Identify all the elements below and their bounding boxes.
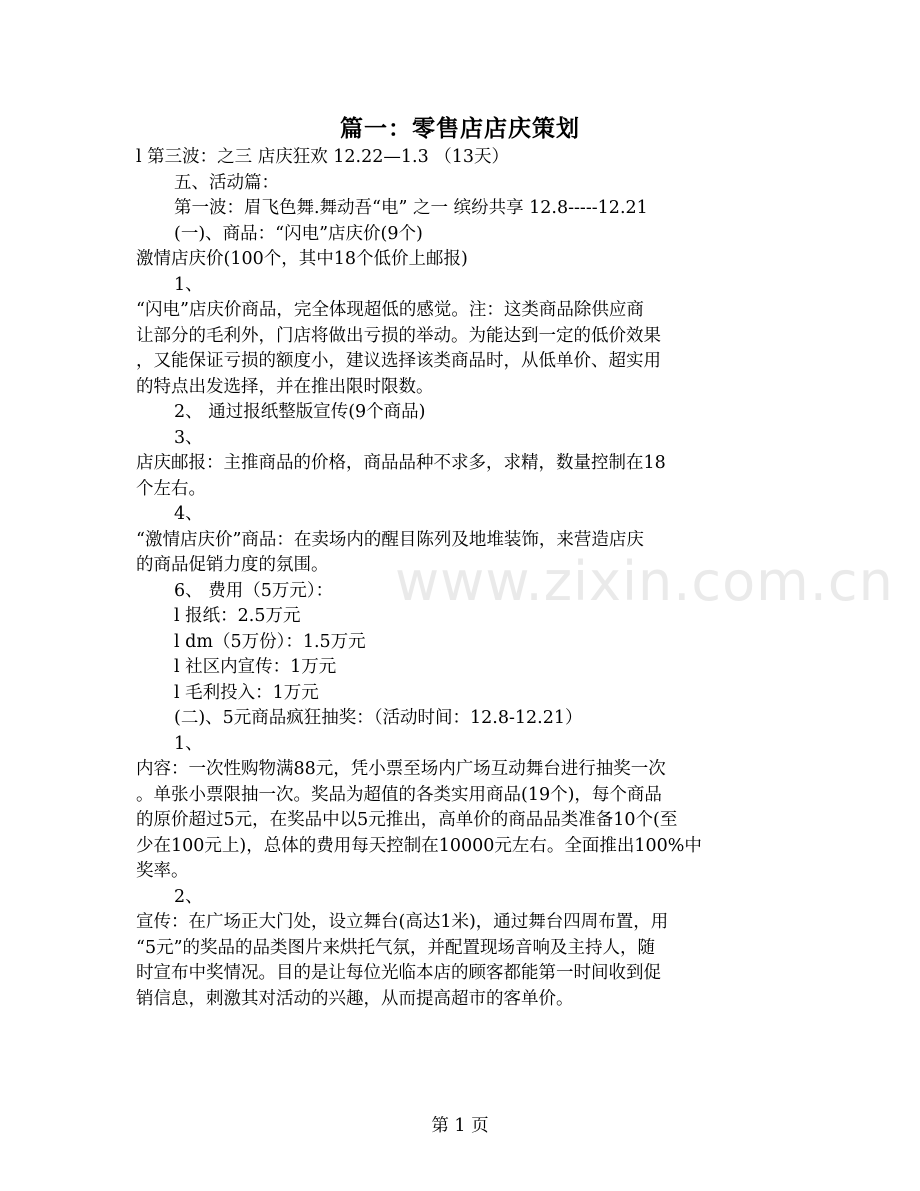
text-line: 个左右。 (136, 478, 206, 499)
document-body (136, 145, 786, 1012)
text-line: 五、活动篇： (174, 172, 279, 193)
text-line: 6、 费用（5万元）： (174, 580, 334, 601)
text-line: 少在100元上)，总体的费用每天控制在10000元左右。全面推出100%中 (136, 835, 702, 856)
page-footer: 第 1 页 (431, 1116, 489, 1136)
text-line: 的商品促销力度的氛围。 (136, 555, 329, 575)
text-line: 店庆邮报：主推商品的价格，商品品种不求多，求精，数量控制在18 (136, 453, 666, 473)
text-line: l dm（5万份）：1.5万元 (174, 631, 366, 652)
text-line: 2、 通过报纸整版宣传(9个商品) (174, 402, 426, 422)
text-line: ，又能保证亏损的额度小，建议选择该类商品时，从低单价、超实用 (136, 351, 661, 371)
text-line: l 毛利投入：1万元 (174, 682, 319, 703)
text-line: 。单张小票限抽一次。奖品为超值的各类实用商品(19个)，每个商品 (136, 784, 662, 805)
text-line: “5元”的奖品的品类图片来烘托气氛，并配置现场音响及主持人，随 (136, 937, 656, 958)
text-line: 第一波：眉飞色舞.舞动吾“电” 之一 缤纷共享 12.8-----12.21 (174, 198, 648, 218)
text-line: “闪电”店庆价商品，完全体现超低的感觉。注：这类商品除供应商 (136, 300, 644, 320)
text-line: 4、 (174, 504, 203, 524)
text-line: 内容：一次性购物满88元，凭小票至场内广场互动舞台进行抽奖一次 (136, 759, 666, 779)
watermark: www.zixin.com.cn (395, 550, 894, 613)
text-line: 奖率。 (136, 861, 189, 881)
text-line: 激情店庆价(100个，其中18个低价上邮报) (136, 249, 468, 269)
text-line: 2、 (174, 886, 203, 907)
text-line: 3、 (174, 427, 203, 448)
text-line: 1、 (174, 733, 203, 754)
text-line: 时宣布中奖情况。目的是让每位光临本店的顾客都能第一时间收到促 (136, 963, 661, 983)
text-line: l 报纸：2.5万元 (174, 606, 301, 626)
text-line: (一)、商品：“闪电”店庆价(9个) (174, 223, 423, 244)
text-line: 的特点出发选择，并在推出限时限数。 (136, 376, 434, 397)
text-line: 1、 (174, 274, 203, 295)
text-line: l 社区内宣传：1万元 (174, 657, 337, 677)
text-line: (二)、5元商品疯狂抽奖：（活动时间：12.8-12.21） (174, 708, 583, 728)
text-line: “激情店庆价”商品：在卖场内的醒目陈列及地堆装饰，来营造店庆 (136, 529, 644, 550)
text-line: 的原价超过5元，在奖品中以5元推出，高单价的商品品类准备10个(至 (136, 810, 678, 830)
text-line: l 第三波：之三 店庆狂欢 12.22—1.3 （13天） (136, 147, 510, 167)
text-line: 销信息，刺激其对活动的兴趣，从而提高超市的客单价。 (136, 988, 574, 1009)
text-line: 让部分的毛利外，门店将做出亏损的举动。为能达到一定的低价效果 (136, 325, 661, 346)
text-line: 宣传：在广场正大门处，设立舞台(高达1米)，通过舞台四周布置，用 (136, 912, 669, 932)
page-title: 篇一：零售店店庆策划 (340, 116, 580, 142)
